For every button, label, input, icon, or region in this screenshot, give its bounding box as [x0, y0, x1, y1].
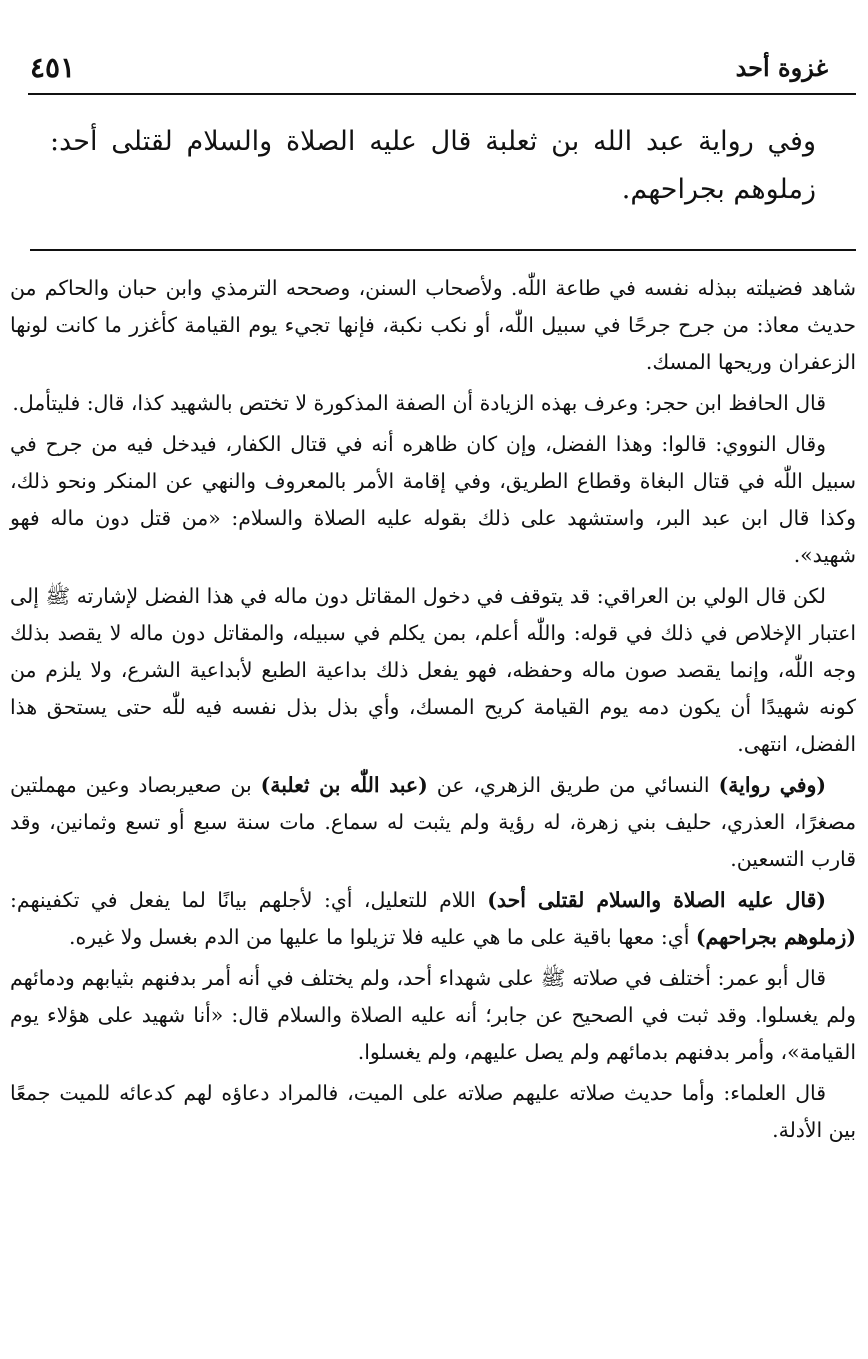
commentary-paragraph: قال أبو عمر: أختلف في صلاته ﷺ على شهداء أحد، ولم يختلف في أنه أمر بدفنهم بثيابهم ودمائهم ولم يغسلوا. وقد ثبت في الصحيح عن جابر؛ أنه عليه الصلاة والسلام قال: «أنا شهيد على هؤلاء يوم القيامة»، وأمر بدفنهم بدمائهم ولم يصل عليهم، ولم يغسلوا. [10, 966, 856, 1064]
commentary-paragraph: قال الحافظ ابن حجر: وعرف بهذه الزيادة أن الصفة المذكورة لا تختص بالشهيد كذا، قال: فليتأمل. [12, 391, 826, 415]
running-head [30, 38, 828, 90]
commentary-paragraph [10, 882, 856, 956]
commentary-text: اللام للتعليل، أي: لأجلهم بيانًا لما يفعل في تكفينهم: [10, 888, 488, 912]
commentary-paragraph: شاهد فضيلته ببذله نفسه في طاعة اللّٰه. ولأصحاب السنن، وصححه الترمذي وابن حبان والحاكم من حديث معاذ: من جرح جرحًا في سبيل اللّٰه، أو نكب نكبة، فإنها تجيء يوم القيامة كأغزر ما كانت لونها الزعفران وريحها المسك. [10, 276, 856, 374]
commentary-text: أي: معها باقية على ما هي عليه فلا تزيلوا ما عليها من الدم بغسل ولا غيره. [69, 925, 696, 949]
quoted-lemma: (عبد اللّٰه بن ثعلبة) [260, 773, 428, 797]
commentary-paragraph: وقال النووي: قالوا: وهذا الفضل، وإن كان ظاهره أنه في قتال الكفار، فيدخل فيه من جرح في سبيل اللّٰه في قتال البغاة وقطاع الطريق، وفي إقامة الأمر بالمعروف والنهي عن المنكر ونحو ذلك، وكذا قال ابن عبد البر، واستشهد على ذلك بقوله عليه الصلاة والسلام: «من قتل دون ماله فهو شهيد». [10, 432, 856, 567]
main-text [50, 118, 816, 214]
running-title: غزوة أحد [735, 53, 828, 82]
commentary-text: النسائي من طريق الزهري، عن [427, 773, 719, 797]
header-rule [28, 93, 856, 95]
commentary-paragraph: لكن قال الولي بن العراقي: قد يتوقف في دخول المقاتل دون ماله في هذا الفضل لإشارته ﷺ إلى اعتبار الإخلاص في ذلك في قوله: واللّٰه أعلم، بمن يكلم في سبيله، والمقاتل دون ماله لا يقصد بذلك وجه اللّٰه، وإنما يقصد صون ماله وحفظه، فهو يفعل ذلك بداعية الطبع لأبداعية الشرع، ولا يلزم من كونه شهيدًا أن يكون دمه يوم القيامة كريح المسك، وأي بذل بذل نفسه فيه للّٰه حتى يستحق هذا الفضل، انتهى. [10, 584, 856, 756]
quoted-lemma: (زملوهم بجراحهم) [695, 925, 856, 949]
page-number: ٤٥١ [30, 51, 76, 84]
commentary-paragraph [10, 767, 856, 878]
hadith-paragraph: وفي رواية عبد الله بن ثعلبة قال عليه الصلاة والسلام لقتلى أحد: زملوهم بجراحهم. [50, 126, 816, 205]
quoted-lemma: (وفي رواية) [718, 773, 826, 797]
commentary-separator [30, 249, 856, 251]
quoted-lemma: (قال عليه الصلاة والسلام لقتلى أحد) [487, 888, 826, 912]
commentary-paragraph: قال العلماء: وأما حديث صلاته عليهم صلاته على الميت، فالمراد دعاؤه لهم كدعائه للميت جمعًا بين الأدلة. [10, 1081, 856, 1142]
commentary [10, 270, 856, 1153]
commentary-text: بن صعيربصاد وعين مهملتين مصغرًا، العذري، حليف بني زهرة، له رؤية ولم يثبت له سماع. مات سنة سبع أو تسع وثمانين، وقد قارب التسعين. [10, 773, 856, 871]
